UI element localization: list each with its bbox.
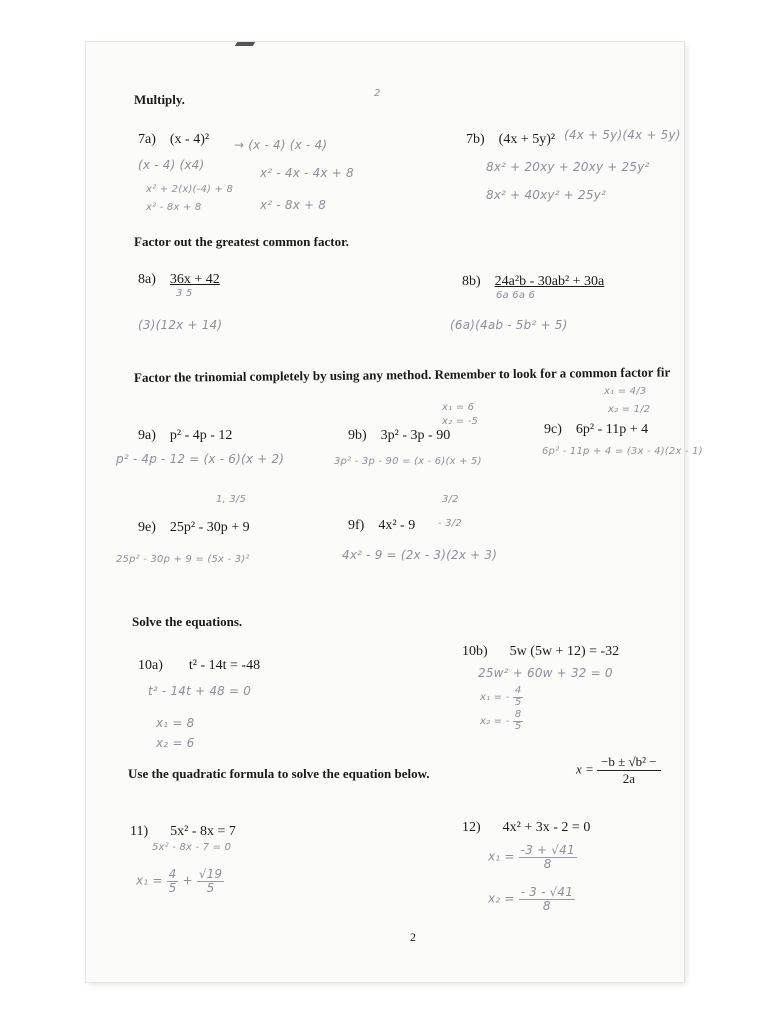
problem-8b [462,274,604,290]
work-9a-line1: p² - 4p - 12 = (x - 6)(x + 2) [116,452,285,466]
section-heading-solve: Solve the equations. [132,614,243,629]
problem-9e [138,520,250,536]
work-9c-line1: 6p² - 11p + 4 = (3x - 4)(2x - 1) [542,446,703,457]
work-8a-line1: (3)(12x + 14) [138,318,223,332]
work-12-x2-lhs: x₂ = [488,891,515,906]
page-number: 2 [410,930,416,944]
section-heading-trinomial: Factor the trinomial completely by using any method. Remember to look for a common factor fir [133,364,671,385]
problem-expression: (4x + 5y)² [498,132,556,147]
work-10b-x2 [480,710,523,732]
work-10b-x1 [480,686,523,708]
frac-num: 4 [514,685,522,696]
work-9f-line1: 4x² - 9 = (2x - 3)(2x + 3) [342,548,498,562]
frac-den: 8 [542,898,551,913]
problem-label: 10a) [138,658,163,673]
work-9f-note: 3/2 [442,494,459,505]
work-8b-under: 6a 6a 6 [496,290,536,301]
work-7b-line2: 8x² + 20xy + 20xy + 25y² [486,160,650,174]
work-7a-line5: x² - 8x + 8 [146,202,202,213]
work-12-x1-frac [519,844,577,870]
problem-label: 9a) [138,428,156,443]
work-10b-x2-frac [513,710,524,732]
frac-num: 8 [514,709,522,720]
problem-7b [466,132,555,148]
work-7a-line2: (x - 4) (x4) [138,158,205,172]
problem-9b [348,428,450,444]
problem-label: 7a) [138,132,156,147]
problem-label: 9f) [348,518,365,533]
work-9c-x2: x₂ = 1/2 [608,404,651,415]
problem-label: 7b) [466,132,485,147]
work-7a-line6: x² - 8x + 8 [260,198,327,212]
frac-den: 5 [514,696,522,708]
frac-den: 5 [206,880,215,895]
work-10a-line1: t² - 14t + 48 = 0 [148,684,252,698]
problem-8a [138,272,220,288]
problem-10b [462,644,619,660]
problem-expression: 4x² + 3x - 2 = 0 [502,820,591,835]
work-9b-note2: x₂ = -5 [442,416,479,427]
frac-num: 4 [168,867,177,881]
formula-lhs: x = [576,761,594,777]
section-heading-quadratic: Use the quadratic formula to solve the equation below. [128,766,430,781]
work-9b-note1: x₁ = 6 [442,402,475,413]
problem-label: 8b) [462,274,481,289]
work-7a-line4: x² + 2(x)(-4) + 8 [146,184,234,195]
work-8a-under: 3 5 [176,288,193,299]
problem-expression: 25p² - 30p + 9 [169,520,250,535]
work-11-x1 [136,868,224,894]
work-11-frac2 [197,868,225,894]
problem-label: 9c) [544,422,562,437]
worksheet-page [86,42,703,982]
problem-7a [138,132,209,148]
frac-den: 5 [514,720,522,732]
work-9f-note2: - 3/2 [438,518,462,529]
problem-expression: 5x² - 8x = 7 [170,824,236,839]
section-heading-gcf: Factor out the greatest common factor. [134,234,349,249]
problem-expression: 24a²b - 30ab² + 30a [494,274,605,289]
work-7b-line3: 8x² + 40xy² + 25y² [486,188,606,202]
work-11-plus: + [182,873,193,888]
work-12-x2 [488,886,575,912]
work-12-x1-lhs: x₁ = [488,849,515,864]
work-7a-line3: x² - 4x - 4x + 8 [260,166,354,180]
problem-9c [544,422,648,438]
problem-expression: 5w (5w + 12) = -32 [509,644,620,659]
frac-num: -3 + √41 [520,843,575,857]
problem-label: 11) [130,824,149,839]
work-9e-note: 1, 3/5 [216,494,247,505]
problem-11 [130,824,236,840]
work-11-x1-lhs: x₁ = [136,873,163,888]
frac-num: - 3 - √41 [520,885,574,899]
problem-9f [348,518,415,534]
problem-label: 12) [462,820,481,835]
tape-mark [235,42,255,46]
work-7b-line1: (4x + 5y)(4x + 5y) [564,128,681,142]
problem-expression: 3p² - 3p - 90 [380,428,451,443]
formula-numerator: −b ± √b² − [597,754,661,771]
problem-label: 8a) [138,272,156,287]
quadratic-formula [576,754,661,787]
work-10b-x1-lhs: x₁ = - [480,692,510,703]
problem-label: 10b) [462,644,488,659]
frac-num: √19 [198,867,223,881]
problem-expression: 36x + 42 [169,272,220,287]
scribble-top: 2 [374,88,381,99]
work-8b-line1: (6a)(4ab - 5b² + 5) [450,318,568,332]
section-heading-multiply: Multiply. [134,92,185,107]
work-7a-line1: → (x - 4) (x - 4) [234,138,328,152]
work-10a-line2: x₁ = 8 [156,716,195,730]
problem-label: 9b) [348,428,367,443]
problem-10a [138,658,260,674]
problem-9a [138,428,232,444]
work-10b-x2-lhs: x₂ = - [480,716,510,727]
problem-expression: 6p² - 11p + 4 [575,422,649,437]
work-10b-x1-frac [513,686,524,708]
frac-den: 5 [168,880,177,895]
work-10a-line3: x₂ = 6 [156,736,195,750]
problem-label: 9e) [138,520,156,535]
formula-denominator: 2a [622,771,635,786]
problem-expression: (x - 4)² [169,132,210,147]
work-12-x2-frac [519,886,575,912]
work-12-x1 [488,844,577,870]
problem-expression: 4x² - 9 [378,518,416,533]
formula-fraction [597,754,661,787]
work-10b-line1: 25w² + 60w + 32 = 0 [478,666,613,680]
work-9e-line1: 25p² - 30p + 9 = (5x - 3)² [116,554,250,565]
work-11-frac1 [167,868,179,894]
frac-den: 8 [543,856,552,871]
problem-12 [462,820,590,836]
problem-expression: t² - 14t = -48 [188,658,261,673]
work-9c-x1: x₁ = 4/3 [604,386,647,397]
work-9b-line1: 3p² - 3p - 90 = (x - 6)(x + 5) [334,456,482,467]
problem-expression: p² - 4p - 12 [169,428,233,443]
work-11-line1: 5x² - 8x - 7 = 0 [152,842,232,853]
